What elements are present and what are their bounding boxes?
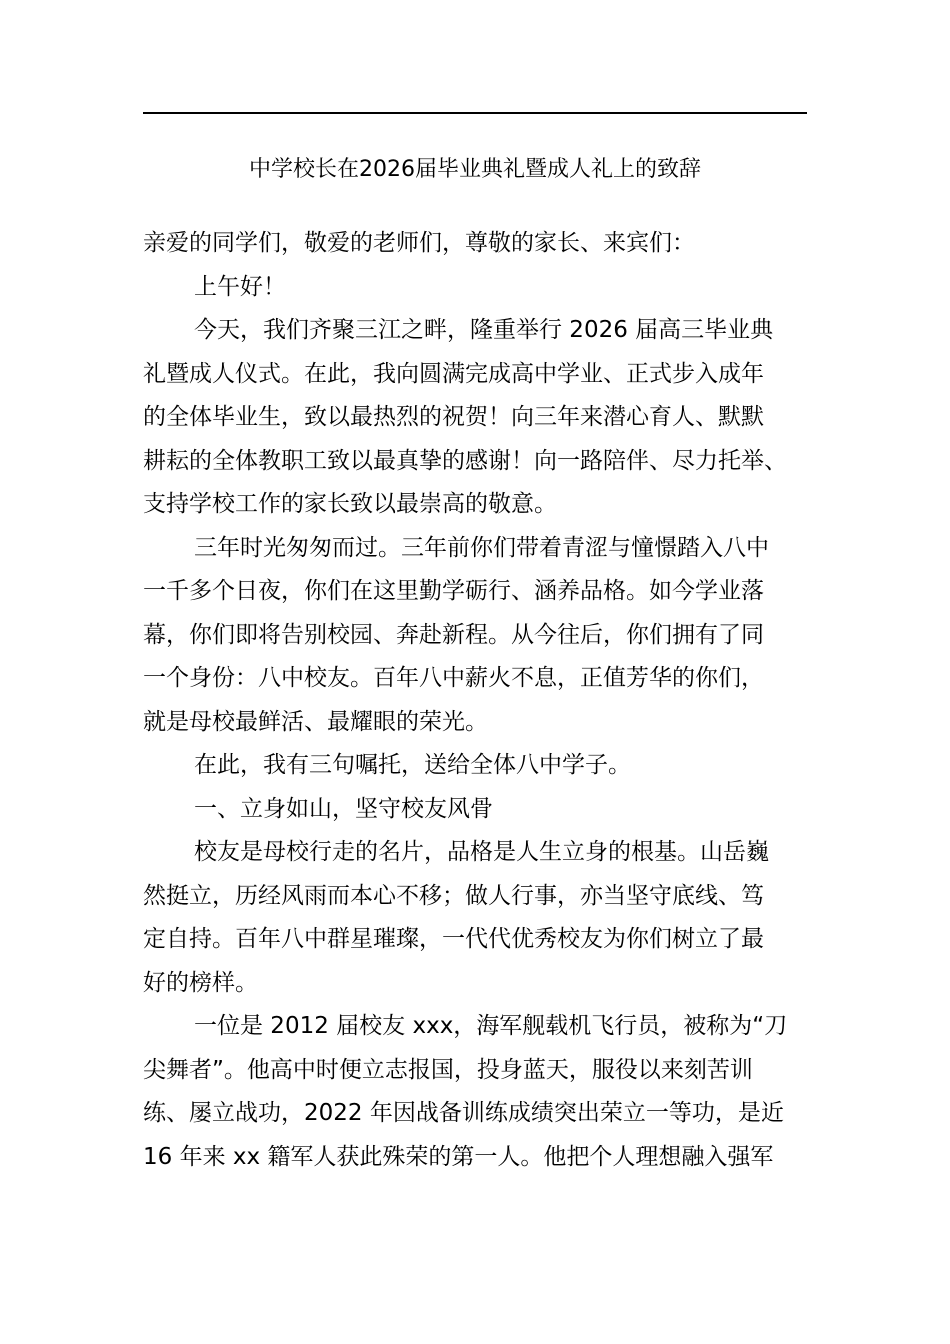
salutation-line: 亲爱的同学们，敬爱的老师们，尊敬的家长、来宾们： [143,230,695,256]
text-line: 三年时光匆匆而过。三年前你们带着青涩与憧憬踏入八中 [194,534,769,561]
text-line: 一位是 2012 届校友 xxx，海军舰载机飞行员，被称为“刀 [194,1013,788,1039]
text-line: 一千多个日夜，你们在这里勤学砺行、涵养品格。如今学业落 [143,578,764,604]
greeting [143,266,833,310]
section-heading: 一、立身如山，坚守校友风骨 [194,795,493,822]
document-title: 中学校长在2026届毕业典礼暨成人礼上的致辞 [249,157,701,182]
text-line: 就是母校最鲜活、最耀眼的荣光。 [143,708,488,735]
text-line: 尖舞者”。他高中时便立志报国，投身蓝天，服役以来刻苦训 [143,1056,753,1083]
section-heading-one [143,788,833,832]
text-line: 耕耘的全体教职工致以最真挚的感谢！向一路陪伴、尽力托举、 [143,447,787,474]
document-body [143,222,833,1179]
text-line: 然挺立，历经风雨而本心不移；做人行事，亦当坚守底线、笃 [143,882,764,909]
text-line: 好的榜样。 [143,969,258,996]
paragraph-three-messages [143,744,833,788]
text-line: 幕，你们即将告别校园、奔赴新程。从今往后，你们拥有了同 [143,621,764,648]
text-line: 16 年来 xx 籍军人获此殊荣的第一人。他把个人理想融入强军 [143,1143,774,1170]
greeting-line: 上午好！ [194,273,286,300]
text-line: 的全体毕业生，致以最热烈的祝贺！向三年来潜心育人、默默 [143,404,764,430]
paragraph-pilot [143,1005,833,1179]
text-line: 一个身份：八中校友。百年八中薪火不息，正值芳华的你们， [143,665,764,691]
text-line: 定自持。百年八中群星璀璨，一代代优秀校友为你们树立了最 [143,926,764,952]
paragraph-opening [143,309,833,527]
paragraph-alumni [143,831,833,1005]
text-line: 在此，我有三句嘱托，送给全体八中学子。 [194,752,631,778]
header-rule [143,112,807,114]
text-line: 练、屡立战功，2022 年因战备训练成绩突出荣立一等功，是近 [143,1100,784,1126]
text-line: 今天，我们齐聚三江之畔，隆重举行 2026 届高三毕业典 [194,317,774,343]
paragraph-three-years [143,527,833,745]
text-line: 支持学校工作的家长致以最崇高的敬意。 [143,491,557,517]
text-line: 礼暨成人仪式。在此，我向圆满完成高中学业、正式步入成年 [143,360,764,387]
salutation [143,222,833,266]
text-line: 校友是母校行走的名片，品格是人生立身的根基。山岳巍 [194,839,769,865]
